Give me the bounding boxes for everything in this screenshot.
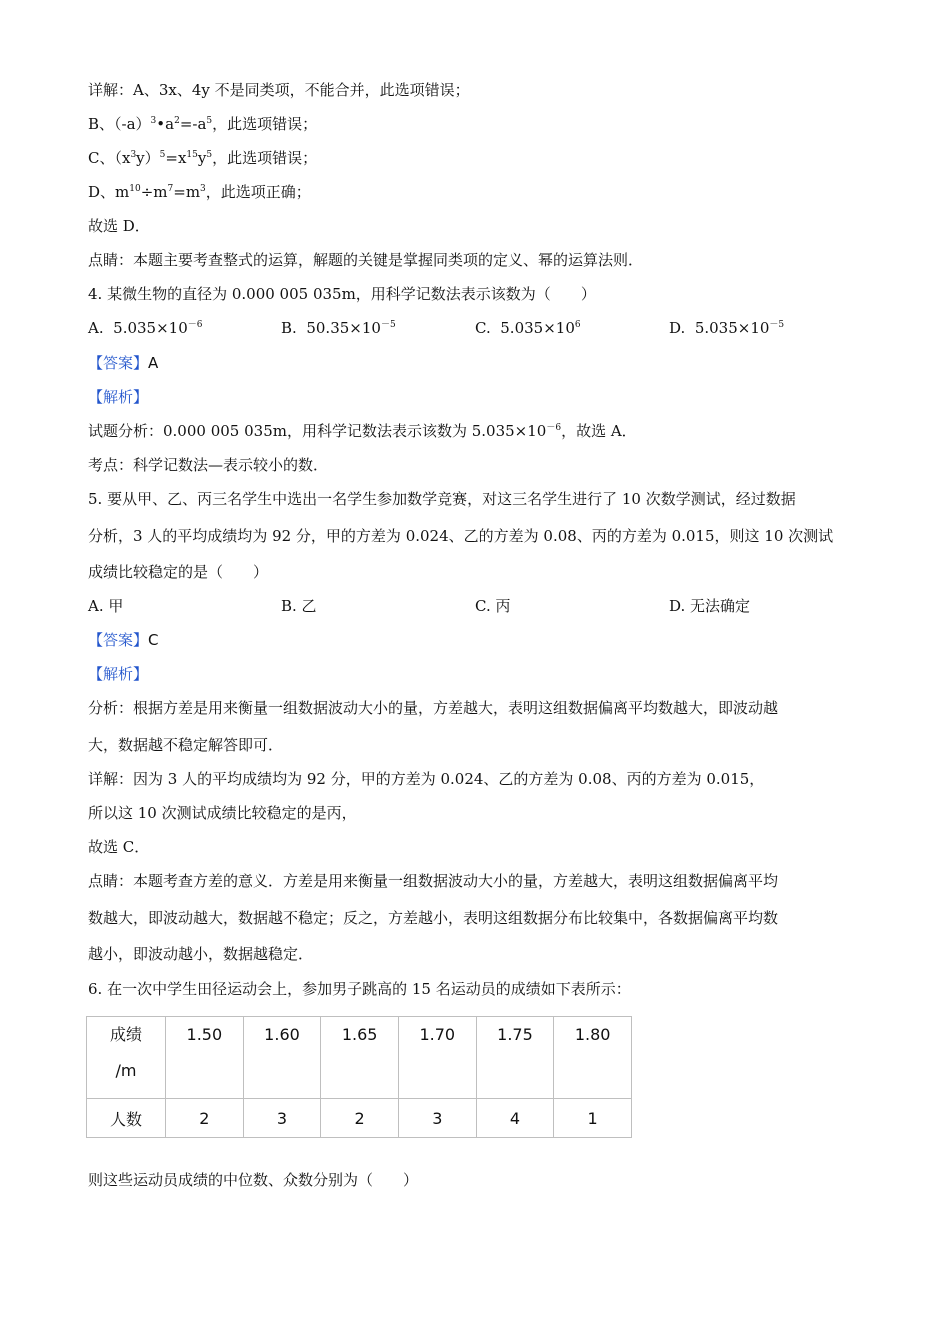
q4-point: 考点：科学记数法—表示较小的数．	[88, 456, 329, 474]
table-header-cell: 成绩 /m	[87, 1017, 166, 1099]
q4-option-b: B. $50.35\times 10^{-5}$	[281, 319, 396, 337]
table-cell: 1.80	[554, 1017, 632, 1099]
q4-option-a: A. $5.035\times 10^{-6}$	[88, 319, 203, 337]
table-cell: 1.60	[243, 1017, 321, 1099]
q5-choose: 故选 C．	[88, 838, 150, 856]
q5-stem-3: 成绩比较稳定的是（ ）	[88, 563, 269, 581]
q6-question: 则这些运动员成绩的中位数、众数分别为（ ）	[88, 1171, 419, 1189]
scores-table	[86, 1016, 632, 1138]
table-cell: 1.75	[476, 1017, 554, 1099]
q5-stem-2: 分析，3 人的平均成绩均为 92 分，甲的方差为 0.024、乙的方差为 0.08、丙的方差为 0.015，则这 10 次测试	[88, 527, 834, 545]
q4-answer: 【答案】A	[88, 354, 159, 372]
table-row	[87, 1017, 632, 1099]
table-cell: 2	[321, 1099, 399, 1138]
table-cell: 3	[398, 1099, 476, 1138]
q5-comment-1: 点睛：本题考查方差的意义．方差是用来衡量一组数据波动大小的量，方差越大，表明这组数据偏离平均	[88, 872, 779, 890]
q5-option-c: C. 丙	[475, 597, 511, 615]
q5-comment-2: 数越大，即波动越大，数据越不稳定；反之，方差越小，表明这组数据分布比较集中，各数据偏离平均数	[88, 909, 779, 927]
q3-detail-b: B、$(-a)^3•a^2=-a^5$，此选项错误；	[88, 115, 318, 133]
q4-stem: 4. 某微生物的直径为 0.000 005 035m，用科学记数法表示该数为（ ）	[88, 285, 596, 303]
q4-option-d: D. $5.035\times 10^{-5}$	[669, 319, 785, 337]
q5-stem-1: 5. 要从甲、乙、丙三名学生中选出一名学生参加数学竞赛，对这三名学生进行了 10 次数学测试，经过数据	[88, 490, 796, 508]
answer-tag: 【答案】	[88, 631, 149, 649]
q4-analysis: 试题分析：0.000 005 035m，用科学记数法表示该数为 $5.035\times 10^{-6}$，故选 A．	[88, 422, 637, 440]
q5-analysis-1: 分析：根据方差是用来衡量一组数据波动大小的量，方差越大，表明这组数据偏离平均数越大，即波动越	[88, 699, 779, 717]
table-row	[87, 1099, 632, 1138]
q3-detail-a: 详解：A、3x、4y 不是同类项，不能合并，此选项错误；	[88, 81, 470, 99]
q5-analysis-2: 大，数据越不稳定解答即可．	[88, 736, 284, 754]
table-cell: 2	[166, 1099, 244, 1138]
q3-detail-c: C、$(x^3y)^5=x^{15}y^5$，此选项错误；	[88, 149, 318, 167]
q6-stem: 6. 在一次中学生田径运动会上，参加男子跳高的 15 名运动员的成绩如下表所示：	[88, 980, 631, 998]
q5-option-b: B. 乙	[281, 597, 317, 615]
table-cell: 1.70	[398, 1017, 476, 1099]
q4-option-c: C. $5.035\times 10^6$	[475, 319, 581, 337]
q5-analysis-tag: 【解析】	[88, 665, 149, 683]
q5-answer: 【答案】C	[88, 631, 159, 649]
q3-choose: 故选 D．	[88, 217, 150, 235]
answer-tag: 【答案】	[88, 354, 149, 372]
q5-detail-1: 详解：因为 3 人的平均成绩均为 92 分，甲的方差为 0.024、乙的方差为 0.08、丙的方差为 0.015，	[88, 770, 765, 788]
table-cell: 1	[554, 1099, 632, 1138]
table-cell: 4	[476, 1099, 554, 1138]
table-header-cell: 人数	[87, 1099, 166, 1138]
q3-detail-d: D、$m^{10}\div m^7=m^3$，此选项正确；	[88, 183, 311, 201]
q5-detail-2: 所以这 10 次测试成绩比较稳定的是丙，	[88, 804, 357, 822]
q5-option-a: A. 甲	[88, 597, 124, 615]
table-cell: 1.65	[321, 1017, 399, 1099]
table-cell: 1.50	[166, 1017, 244, 1099]
q3-comment: 点睛：本题主要考查整式的运算，解题的关键是掌握同类项的定义、幂的运算法则．	[88, 251, 644, 269]
q5-option-d: D. 无法确定	[669, 597, 751, 615]
table-cell: 3	[243, 1099, 321, 1138]
q5-comment-3: 越小，即波动越小，数据越稳定．	[88, 945, 314, 963]
q4-analysis-tag: 【解析】	[88, 388, 149, 406]
